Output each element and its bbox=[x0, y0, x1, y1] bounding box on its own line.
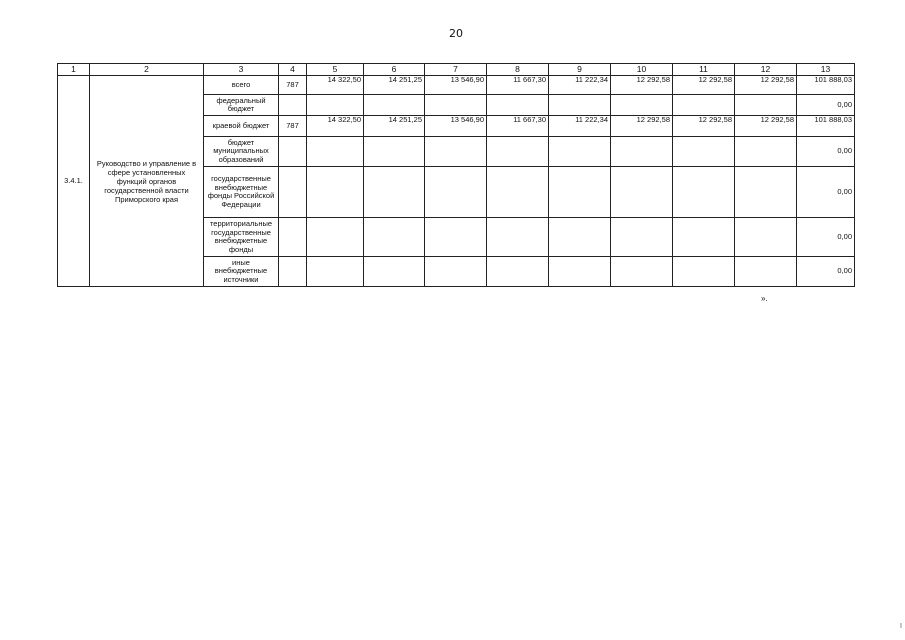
value-cell bbox=[549, 257, 611, 287]
value-cell bbox=[673, 95, 735, 116]
value-cell: 14 251,25 bbox=[364, 116, 425, 137]
value-cell bbox=[425, 257, 487, 287]
grbs-code bbox=[279, 218, 307, 257]
value-cell: 12 292,58 bbox=[735, 116, 797, 137]
value-cell: 12 292,58 bbox=[611, 76, 673, 95]
value-cell bbox=[611, 167, 673, 218]
funding-source: государственные внебюджетные фонды Российской Федерации bbox=[204, 167, 279, 218]
value-cell bbox=[487, 137, 549, 167]
value-cell bbox=[673, 137, 735, 167]
page-number: 20 bbox=[449, 27, 463, 40]
row-code: 3.4.1. bbox=[58, 76, 90, 287]
grbs-code: 787 bbox=[279, 116, 307, 137]
value-cell bbox=[735, 257, 797, 287]
total-cell: 0,00 bbox=[797, 167, 855, 218]
value-cell: 12 292,58 bbox=[673, 116, 735, 137]
header-cell: 12 bbox=[735, 64, 797, 76]
table-row bbox=[58, 76, 855, 95]
value-cell bbox=[735, 137, 797, 167]
header-row bbox=[58, 64, 855, 76]
value-cell bbox=[364, 95, 425, 116]
value-cell: 12 292,58 bbox=[735, 76, 797, 95]
value-cell bbox=[487, 167, 549, 218]
value-cell bbox=[673, 257, 735, 287]
grbs-code bbox=[279, 167, 307, 218]
value-cell bbox=[487, 257, 549, 287]
value-cell bbox=[487, 218, 549, 257]
value-cell bbox=[611, 137, 673, 167]
funding-source: всего bbox=[204, 76, 279, 95]
value-cell: 14 322,50 bbox=[307, 116, 364, 137]
header-cell: 1 bbox=[58, 64, 90, 76]
value-cell: 13 546,90 bbox=[425, 76, 487, 95]
value-cell bbox=[735, 167, 797, 218]
value-cell bbox=[307, 218, 364, 257]
header-cell: 5 bbox=[307, 64, 364, 76]
page-edge-mark: I bbox=[900, 623, 902, 630]
total-cell: 101 888,03 bbox=[797, 116, 855, 137]
value-cell: 11 222,34 bbox=[549, 116, 611, 137]
value-cell bbox=[364, 218, 425, 257]
funding-source: бюджет муниципальных образований bbox=[204, 137, 279, 167]
value-cell bbox=[611, 218, 673, 257]
total-cell: 0,00 bbox=[797, 95, 855, 116]
value-cell bbox=[487, 95, 549, 116]
value-cell: 11 667,30 bbox=[487, 116, 549, 137]
value-cell bbox=[735, 218, 797, 257]
header-cell: 6 bbox=[364, 64, 425, 76]
header-cell: 8 bbox=[487, 64, 549, 76]
funding-source: федеральный бюджет bbox=[204, 95, 279, 116]
grbs-code bbox=[279, 137, 307, 167]
total-cell: 101 888,03 bbox=[797, 76, 855, 95]
grbs-code bbox=[279, 257, 307, 287]
header-cell: 9 bbox=[549, 64, 611, 76]
value-cell bbox=[425, 167, 487, 218]
value-cell: 14 322,50 bbox=[307, 76, 364, 95]
funding-source: иные внебюджетные источники bbox=[204, 257, 279, 287]
value-cell: 12 292,58 bbox=[673, 76, 735, 95]
value-cell bbox=[673, 218, 735, 257]
value-cell bbox=[425, 95, 487, 116]
value-cell bbox=[611, 95, 673, 116]
value-cell bbox=[549, 137, 611, 167]
header-cell: 3 bbox=[204, 64, 279, 76]
header-cell: 2 bbox=[90, 64, 204, 76]
value-cell bbox=[425, 137, 487, 167]
value-cell bbox=[364, 167, 425, 218]
value-cell bbox=[425, 218, 487, 257]
total-cell: 0,00 bbox=[797, 137, 855, 167]
header-cell: 10 bbox=[611, 64, 673, 76]
value-cell bbox=[735, 95, 797, 116]
value-cell bbox=[307, 167, 364, 218]
total-cell: 0,00 bbox=[797, 257, 855, 287]
value-cell: 12 292,58 bbox=[611, 116, 673, 137]
funding-source: территориальные государственные внебюджетные фонды bbox=[204, 218, 279, 257]
value-cell: 13 546,90 bbox=[425, 116, 487, 137]
value-cell bbox=[549, 218, 611, 257]
total-cell: 0,00 bbox=[797, 218, 855, 257]
funding-source: краевой бюджет bbox=[204, 116, 279, 137]
header-cell: 13 bbox=[797, 64, 855, 76]
value-cell bbox=[673, 167, 735, 218]
value-cell bbox=[549, 167, 611, 218]
value-cell: 11 667,30 bbox=[487, 76, 549, 95]
budget-table bbox=[57, 63, 855, 287]
grbs-code bbox=[279, 95, 307, 116]
value-cell bbox=[364, 257, 425, 287]
value-cell: 11 222,34 bbox=[549, 76, 611, 95]
closing-quote-mark: ». bbox=[761, 294, 768, 303]
value-cell bbox=[307, 257, 364, 287]
value-cell bbox=[611, 257, 673, 287]
value-cell bbox=[307, 95, 364, 116]
value-cell bbox=[364, 137, 425, 167]
header-cell: 7 bbox=[425, 64, 487, 76]
header-cell: 11 bbox=[673, 64, 735, 76]
header-cell: 4 bbox=[279, 64, 307, 76]
value-cell bbox=[307, 137, 364, 167]
grbs-code: 787 bbox=[279, 76, 307, 95]
value-cell: 14 251,25 bbox=[364, 76, 425, 95]
row-name: Руководство и управление в сфере установленных функций органов государственной власти Приморского края bbox=[90, 76, 204, 287]
value-cell bbox=[549, 95, 611, 116]
